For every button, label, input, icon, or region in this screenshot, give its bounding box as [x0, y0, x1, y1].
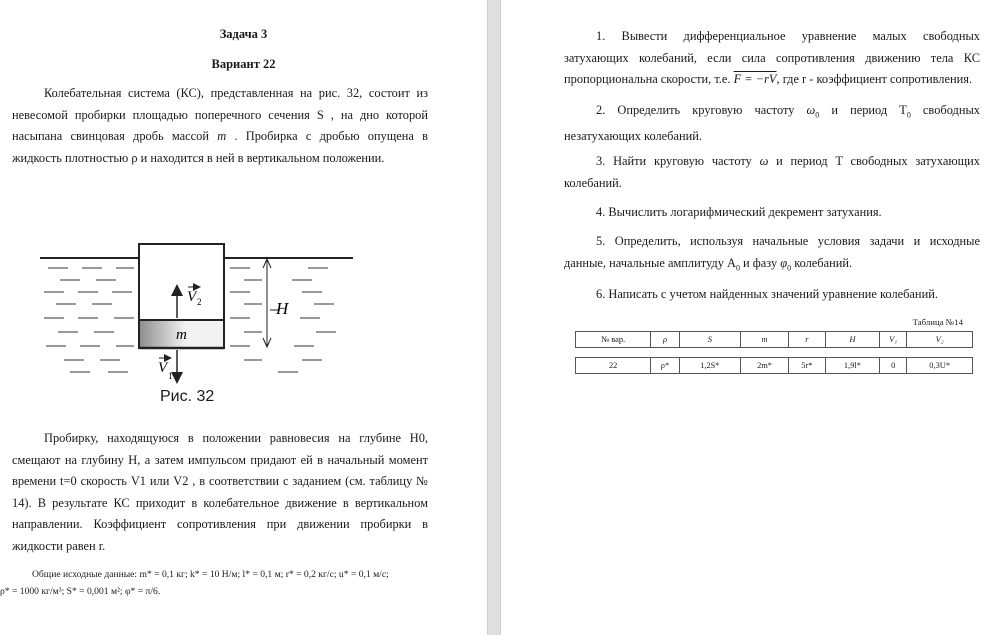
- general-data-line-1: Общие исходные данные: m* = 0,1 кг; k* = 10 Н/м; l* = 0,1 м; r* = 0,2 кг/с; u* = 0,1 м/с;: [32, 569, 389, 580]
- mass-label: m: [176, 327, 187, 343]
- table-cell: 1,9l*: [825, 358, 879, 374]
- header-cell: S: [679, 332, 740, 348]
- v1-label: V: [158, 360, 168, 376]
- task-item-3: 3. Найти круговую частоту ω и период T свободных затухающих колебаний.: [564, 154, 981, 190]
- figure-caption: Рис. 32: [160, 388, 215, 405]
- h-label: H: [276, 299, 289, 318]
- task-title: Задача 3: [219, 27, 268, 41]
- header-cell: ρ: [651, 332, 679, 348]
- table-cell: 5r*: [789, 358, 826, 374]
- general-data-line-2: ρ* = 1000 кг/м³; S* = 0,001 м²; φ* = π/6.: [0, 586, 161, 597]
- v1-subscript: 1: [168, 371, 173, 381]
- page-gutter: [487, 0, 501, 635]
- task-item-6: 6. Написать с учетом найденных значений уравнение колебаний.: [596, 287, 938, 301]
- left-page: [0, 0, 487, 635]
- task-item-1: 1. Вывести дифференциальное уравнение малых свободных затухающих колебаний, если сила сопротивления движению тела КС пропорциональна скорости, т.е. F = −rV, где r - коэффициент сопротивления.: [564, 29, 980, 86]
- resistance-formula: F = −rV: [733, 72, 777, 86]
- v2-label: V: [187, 289, 197, 305]
- figure-32: [30, 232, 360, 412]
- table-cell: 0: [880, 358, 907, 374]
- table-caption: Таблица №14: [912, 317, 963, 327]
- right-page: [501, 0, 1000, 635]
- table-cell: ρ*: [651, 358, 679, 374]
- header-cell: m: [741, 332, 789, 348]
- task-item-4: 4. Вычислить логарифмический декремент затухания.: [596, 205, 882, 219]
- header-cell: r: [789, 332, 826, 348]
- header-cell: H: [825, 332, 879, 348]
- mass-symbol: m: [217, 129, 227, 143]
- task-item-2: 2. Определить круговую частоту $\omega_0$ и период $T_0$ свободных незатухающих колебаний.: [564, 103, 980, 143]
- table-cell: 22: [576, 358, 651, 374]
- v2-subscript: 2: [197, 297, 202, 307]
- header-cell: V₂: [907, 332, 973, 348]
- variant-title: Вариант 22: [211, 57, 276, 71]
- task-item-5: 5. Определить, используя начальные условия задачи и исходные данные, начальные амплитуду $A_0$ и фазу $\varphi_0$ колебаний.: [564, 234, 980, 272]
- header-cell: V₁: [880, 332, 907, 348]
- table-cell: 1,2S*: [679, 358, 740, 374]
- table-row: [576, 358, 973, 374]
- displacement-paragraph: Пробирку, находящуюся в положении равновесия на глубине H0, смещают на глубину H, а затем импульсом придают ей в начальный момент времени t=0 скорость V1 или V2 , в соответствии с заданием (см. таблицу № 14). В результате КС приходит в колебательное движение в вертикальном направлении. Коэффициент сопротивления при движении пробирки в жидкости равен r.: [12, 431, 428, 553]
- header-cell: № вар.: [576, 332, 651, 348]
- table-cell: 2m*: [741, 358, 789, 374]
- table-cell: 0,3U*: [907, 358, 973, 374]
- table-header-row: [576, 332, 973, 348]
- intro-paragraph: Колебательная система (КС), представленная на рис. 32, состоит из невесомой пробирки площадью поперечного сечения S , на дно которой насыпана свинцовая дробь массой m . Пробирка с дробью опущена в жидкость плотностью ρ и находится в ней в вертикальном положении.: [12, 86, 428, 165]
- data-table: [575, 331, 973, 374]
